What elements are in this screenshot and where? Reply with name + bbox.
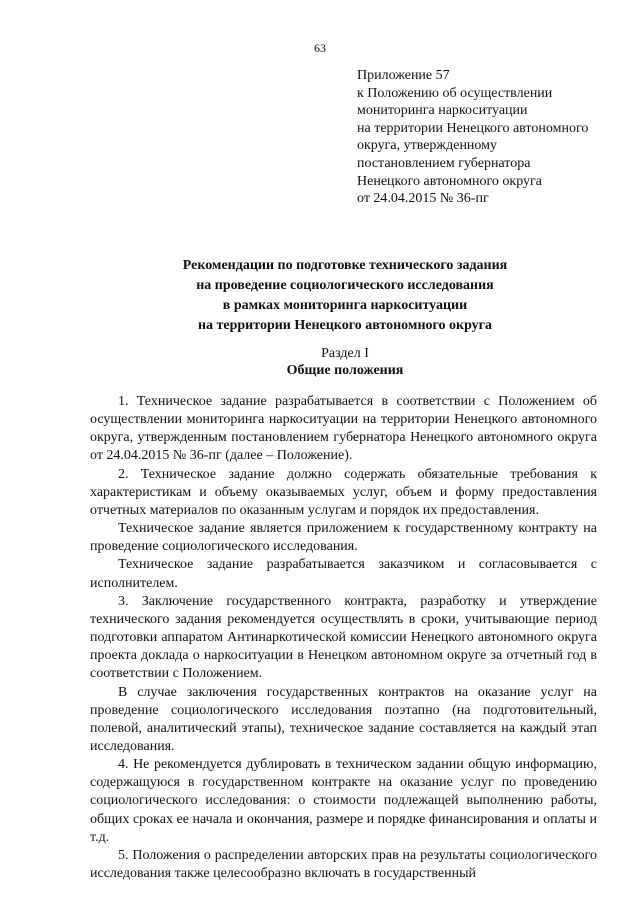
- document-title: [60, 256, 630, 336]
- title-line: в рамках мониторинга наркоситуации: [222, 298, 468, 313]
- appendix-reference: [357, 67, 617, 208]
- title-line: Рекомендации по подготовке технического задания: [182, 258, 508, 273]
- appendix-line: Приложение 57: [357, 68, 450, 83]
- paragraph-3: Техническое задание является приложением к государственному контракту на проведение социологического исследования.: [90, 521, 597, 555]
- appendix-line: от 24.04.2015 № 36-пг: [357, 191, 489, 207]
- paragraph-6: В случае заключения государственных контрактов на оказание услуг на проведение социологического исследования поэтапно (на подготовительный, полевой, аналитический этапы), техническое задание составляется на каждый этап исследования.: [90, 684, 597, 754]
- appendix-line: округа, утвержденному: [357, 138, 498, 154]
- appendix-line: к Положению об осуществлении: [357, 85, 553, 101]
- section-label: Раздел I: [321, 346, 369, 361]
- paragraph-4: Техническое задание разрабатывается заказчиком и согласовывается с исполнителем.: [90, 557, 597, 591]
- paragraph-5: 3. Заключение государственного контракта, разработку и утверждение технического задания рекомендуется осуществлять в сроки, учитывающие период подготовки аппаратом Антинаркотической комиссии Ненецкого автономного округа проекта доклада о наркоситуации в Ненецком автономном округе за отчетный год в соответствии с Положением.: [90, 593, 597, 682]
- appendix-line: на территории Ненецкого автономного: [357, 120, 589, 136]
- title-line: на территории Ненецкого автономного округа: [197, 318, 493, 333]
- appendix-line: постановлением губернатора: [357, 155, 531, 171]
- page-number: 63: [314, 41, 326, 55]
- paragraph-1: 1. Техническое задание разрабатывается в соответствии с Положением об осуществлении мониторинга наркоситуации на территории Ненецкого автономного округа, утвержденным постановлением губернатора Ненецкого автономного округа от 24.04.2015 № 36-пг (далее – Положение).: [90, 394, 597, 464]
- body-text: [90, 393, 597, 883]
- paragraph-8: 5. Положения о распределении авторских прав на результаты социологического исследования также целесообразно включать в государственный: [90, 847, 597, 882]
- title-line: на проведение социологического исследования: [196, 278, 494, 293]
- paragraph-2: 2. Техническое задание должно содержать обязательные требования к характеристикам и объему оказываемых услуг, объем и форму предоставления отчетных материалов по оказанным услугам и порядок их предоставления.: [90, 466, 597, 518]
- appendix-line: мониторинга наркоситуации: [357, 103, 528, 119]
- section-heading: Общие положения: [286, 363, 404, 378]
- appendix-line: Ненецкого автономного округа: [357, 173, 542, 189]
- paragraph-7: 4. Не рекомендуется дублировать в техническом задании общую информацию, содержащуюся в государственном контракте на оказание услуг по проведению социологического исследования: о стоимости подлежащей выполнению работы, общих сроках ее начала и окончания, размере и порядке финансирования и оплаты и т.д.: [90, 757, 597, 845]
